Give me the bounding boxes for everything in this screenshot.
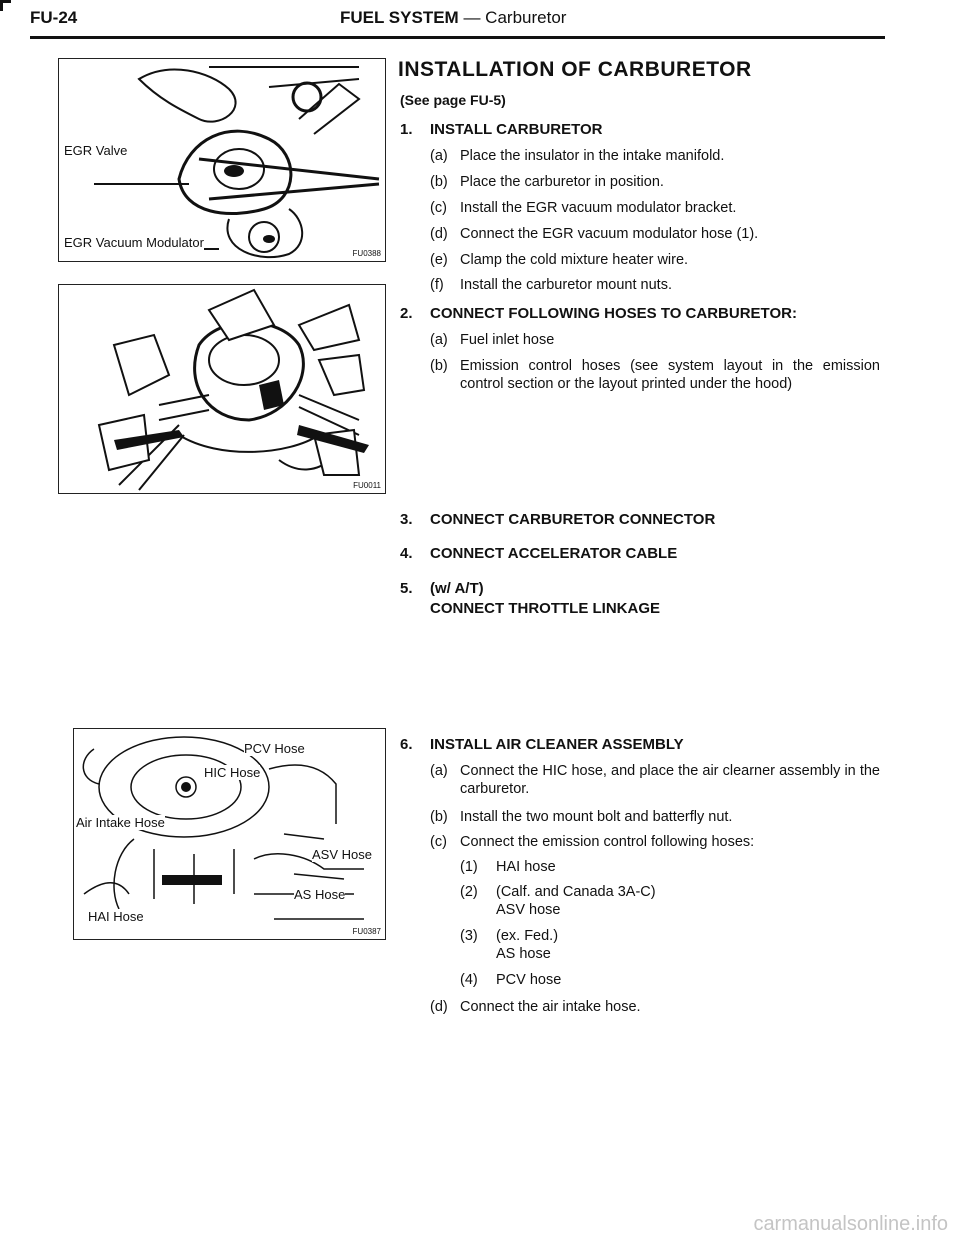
label-hic-hose: HIC Hose (204, 765, 261, 780)
section-heading: INSTALLATION OF CARBURETOR (398, 58, 752, 81)
header-rule (30, 36, 885, 39)
label-hai-hose: HAI Hose (88, 909, 144, 924)
air-cleaner-illustration (74, 729, 385, 939)
label-air-intake-hose: Air Intake Hose (76, 815, 165, 830)
header-separator: — (463, 8, 481, 27)
figure-carburetor-hoses (58, 284, 386, 494)
step-title: CONNECT FOLLOWING HOSES TO CARBURETOR: (430, 305, 797, 322)
page-number: FU-24 (30, 8, 78, 27)
step-number: 4. (400, 545, 413, 562)
label-egr-vacuum-modulator: EGR Vacuum Modulator (64, 235, 204, 250)
step-title: CONNECT ACCELERATOR CABLE (430, 545, 678, 562)
section-title: FUEL SYSTEM (340, 8, 459, 27)
label-as-hose: AS Hose (294, 887, 346, 902)
figure-air-cleaner-hoses (73, 728, 386, 940)
label-pcv-hose: PCV Hose (244, 741, 305, 756)
step-title-line: CONNECT THROTTLE LINKAGE (430, 600, 660, 617)
watermark: carmanualsonline.info (753, 1213, 948, 1235)
page-reference: (See page FU-5) (400, 92, 506, 108)
page-corner-mark (0, 0, 11, 11)
step-number: 3. (400, 511, 413, 528)
page-header-title (340, 8, 566, 28)
carburetor-hoses-illustration (59, 285, 385, 493)
step-number: 5. (400, 580, 413, 597)
figure-code: FU0011 (353, 481, 381, 490)
step-number: 1. (400, 121, 413, 138)
egr-valve-illustration (59, 59, 385, 261)
step-title: INSTALL AIR CLEANER ASSEMBLY (430, 736, 684, 753)
figure-code: FU0387 (352, 927, 381, 936)
step-number: 6. (400, 736, 413, 753)
subsection-title: Carburetor (485, 8, 567, 27)
step-title: CONNECT CARBURETOR CONNECTOR (430, 511, 716, 528)
label-asv-hose: ASV Hose (312, 847, 372, 862)
step-title: INSTALL CARBURETOR (430, 121, 603, 138)
step-number: 2. (400, 305, 413, 322)
figure-code: FU0388 (352, 249, 381, 258)
label-egr-valve: EGR Valve (64, 143, 128, 158)
figure-egr-valve (58, 58, 386, 262)
step-title-line: (w/ A/T) (430, 580, 484, 597)
